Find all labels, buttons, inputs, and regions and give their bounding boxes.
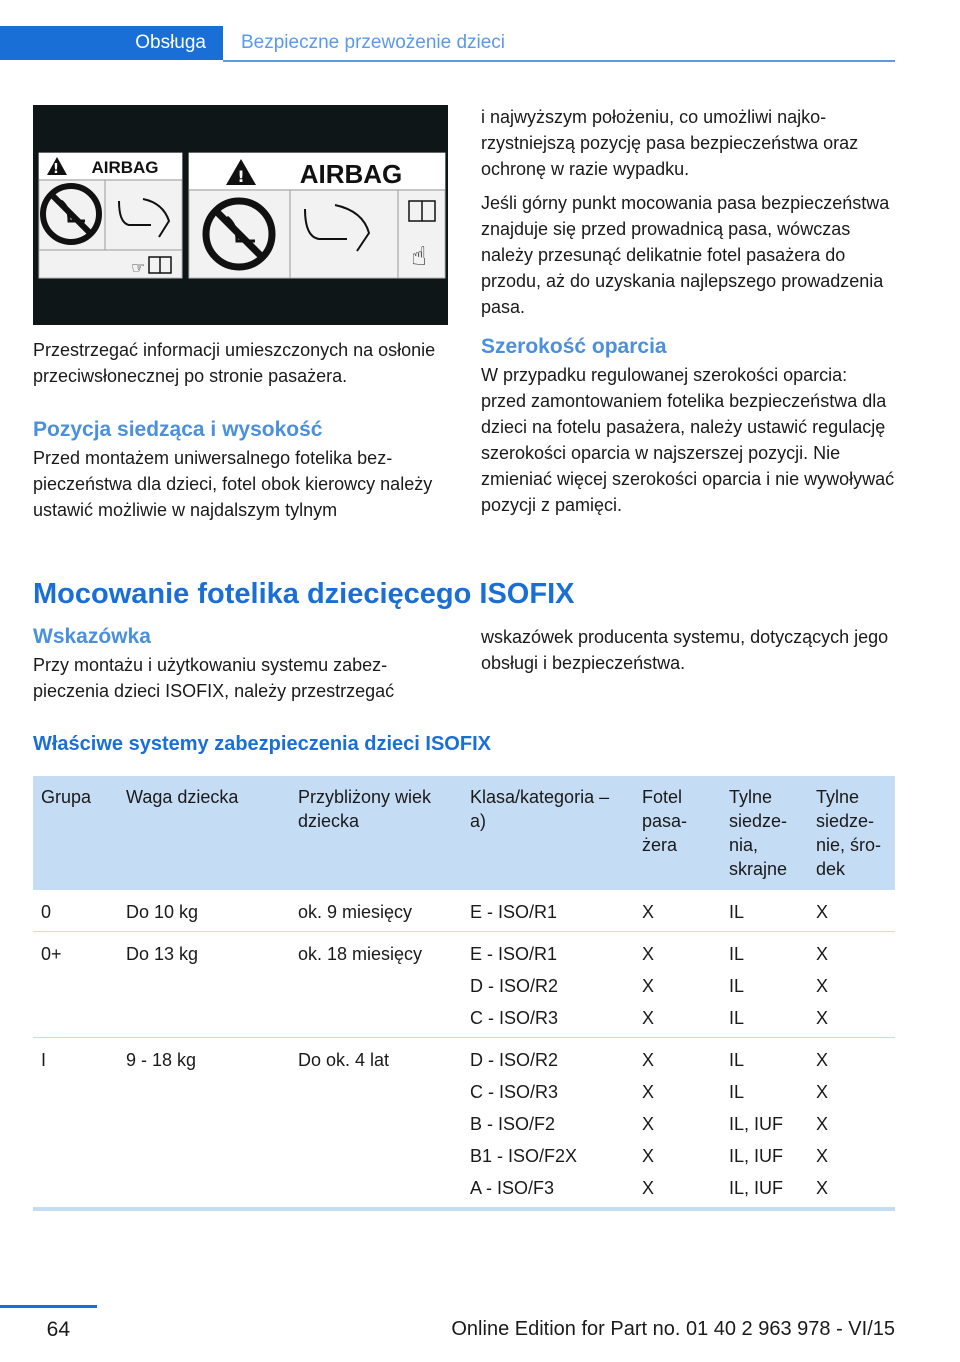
cell-class bbox=[462, 932, 634, 1038]
backrest-width-heading: Szerokość oparcia bbox=[481, 335, 667, 358]
cell-value: IL bbox=[729, 1008, 745, 1028]
pointing-hand-icon: ☝ bbox=[411, 242, 427, 272]
svg-text:!: ! bbox=[237, 167, 245, 186]
table-body bbox=[33, 890, 895, 1209]
cell-value: X bbox=[642, 944, 655, 964]
cell-value: X bbox=[816, 976, 829, 996]
cell-value: X bbox=[816, 1178, 829, 1198]
backrest-width-text: W przypadku regulowanej szerokości oparcia: przed zamontowaniem fotelika bezpieczeństwa dla dzieci na fotelu pasażera, należy ustawić regulację szerokości oparcia w najszerszej pozycji. Nie zmieniać więcej szerokości oparcia i nie wywoływać pozycji z pamięci. bbox=[481, 365, 895, 515]
page-number: 64 bbox=[46, 1318, 70, 1341]
cell-value: X bbox=[816, 1050, 829, 1070]
svg-text:!: ! bbox=[53, 162, 59, 177]
cell-value: B1 - ISO/F2X bbox=[470, 1146, 578, 1166]
cell-rear-outer bbox=[721, 932, 808, 1038]
col-header-weight: Waga dziecka bbox=[118, 776, 290, 890]
cell-value: X bbox=[816, 1146, 829, 1166]
cell-value: D - ISO/R2 bbox=[470, 1050, 559, 1070]
section-tab bbox=[0, 26, 223, 60]
col-header-group: Grupa bbox=[33, 776, 118, 890]
cell-weight: 9 - 18 kg bbox=[118, 1038, 290, 1210]
cell-value: C - ISO/R3 bbox=[470, 1082, 559, 1102]
airbag-labels-illustration bbox=[33, 105, 448, 325]
edition-info: Online Edition for Part no. 01 40 2 963 978 - VI/15 bbox=[451, 1318, 895, 1340]
col-header-age: Przybliżony wiek dziecka bbox=[290, 776, 462, 890]
cell-age: Do ok. 4 lat bbox=[290, 1038, 462, 1210]
col-header-rear-outer: Tylne siedzenia, skrajne bbox=[721, 776, 808, 890]
cell-value: X bbox=[642, 1146, 655, 1166]
belt-anchor-text: Jeśli górny punkt mocowania pasa bezpieczeństwa znajduje się przed prowadnicą pasa, wówczas należy przesunąć delikatnie fotel pasażera do przodu, aż do uzyskania najlepszego prowadzenia pasa. bbox=[481, 193, 890, 317]
cell-value: X bbox=[642, 976, 655, 996]
cell-value: X bbox=[816, 1082, 829, 1102]
note-heading: Wskazówka bbox=[33, 625, 151, 648]
note-text-right: wskazówek producenta systemu, dotyczących jego obsługi i bezpieczeństwa. bbox=[481, 627, 889, 673]
col-header-rear-center: Tylne siedzenie, środek bbox=[808, 776, 895, 890]
pointing-hand-icon: ☞ bbox=[131, 258, 146, 277]
table-row bbox=[33, 1038, 895, 1210]
cell-value: IL bbox=[729, 944, 745, 964]
isofix-note-right bbox=[481, 624, 896, 684]
chapter-title: Bezpieczne przewożenie dzieci bbox=[241, 32, 506, 53]
cell-rear-center bbox=[808, 1038, 895, 1210]
cell-age: ok. 18 miesięcy bbox=[290, 932, 462, 1038]
note-text-left: Przy montażu i użytkowaniu systemu zabezpieczenia dzieci ISOFIX, należy przestrzegać bbox=[33, 655, 395, 701]
seat-position-text: Przed montażem uniwersalnego fotelika bezpieczeństwa dla dzieci, fotel obok kierowcy należy ustawić możliwie w najdalszym tylnym bbox=[33, 448, 433, 520]
cell-value: X bbox=[816, 944, 829, 964]
cell-value: E - ISO/R1 bbox=[470, 944, 558, 964]
cell-class bbox=[462, 890, 634, 932]
seat-position-heading: Pozycja siedząca i wysokość bbox=[33, 418, 323, 441]
right-column bbox=[481, 104, 896, 526]
col-header-class: Klasa/kategoria – a) bbox=[462, 776, 634, 890]
footer-rule bbox=[0, 1305, 97, 1308]
airbag-label-right: AIRBAG bbox=[299, 159, 403, 189]
left-column bbox=[33, 337, 448, 531]
cell-value: C - ISO/R3 bbox=[470, 1008, 559, 1028]
cell-value: A - ISO/F3 bbox=[470, 1178, 555, 1198]
cell-value: X bbox=[816, 902, 829, 922]
col-header-passenger: Fotel pasażera bbox=[634, 776, 721, 890]
table-row bbox=[33, 890, 895, 932]
table-header-row bbox=[33, 776, 895, 890]
airbag-label-left: AIRBAG bbox=[91, 158, 159, 177]
cell-value: IL, IUF bbox=[729, 1178, 784, 1198]
cell-rear-center bbox=[808, 890, 895, 932]
cell-group: 0 bbox=[33, 890, 118, 932]
page-header bbox=[0, 26, 895, 62]
cell-value: X bbox=[642, 1178, 655, 1198]
cell-passenger bbox=[634, 1038, 721, 1210]
isofix-table bbox=[33, 776, 895, 1211]
cell-value: X bbox=[642, 1114, 655, 1134]
cell-age: ok. 9 miesięcy bbox=[290, 890, 462, 932]
cell-value: IL, IUF bbox=[729, 1146, 784, 1166]
cell-weight: Do 10 kg bbox=[118, 890, 290, 932]
cell-value: X bbox=[642, 1008, 655, 1028]
cell-group: 0+ bbox=[33, 932, 118, 1038]
cell-value: X bbox=[642, 1050, 655, 1070]
isofix-heading: Mocowanie fotelika dziecięcego ISOFIX bbox=[33, 578, 575, 610]
cell-value: E - ISO/R1 bbox=[470, 902, 558, 922]
figure-caption: Przestrzegać informacji umieszczonych na osłonie przeciwsłonecznej po stronie pasażera. bbox=[33, 340, 436, 386]
cell-value: X bbox=[642, 902, 655, 922]
table-row bbox=[33, 932, 895, 1038]
section-tab-label: Obsługa bbox=[135, 32, 206, 53]
cell-value: IL bbox=[729, 1050, 745, 1070]
cell-rear-outer bbox=[721, 1038, 808, 1210]
isofix-note-left bbox=[33, 624, 448, 712]
cell-value: IL bbox=[729, 976, 745, 996]
isofix-table-heading: Właściwe systemy zabezpieczenia dzieci ISOFIX bbox=[33, 733, 491, 755]
cell-value: B - ISO/F2 bbox=[470, 1114, 556, 1134]
cell-value: X bbox=[816, 1008, 829, 1028]
cell-value: IL bbox=[729, 902, 745, 922]
cell-passenger bbox=[634, 890, 721, 932]
cell-passenger bbox=[634, 932, 721, 1038]
cell-value: IL, IUF bbox=[729, 1114, 784, 1134]
cell-rear-outer bbox=[721, 890, 808, 932]
airbag-warning-figure bbox=[33, 105, 448, 325]
cell-weight: Do 13 kg bbox=[118, 932, 290, 1038]
belt-position-text: i najwyższym położeniu, co umożliwi najkorzystniejszą pozycję pasa bezpieczeństwa oraz ochronę w razie wypadku. bbox=[481, 107, 859, 179]
cell-value: D - ISO/R2 bbox=[470, 976, 559, 996]
cell-value: X bbox=[642, 1082, 655, 1102]
cell-group: I bbox=[33, 1038, 118, 1210]
cell-value: X bbox=[816, 1114, 829, 1134]
cell-value: IL bbox=[729, 1082, 745, 1102]
cell-class bbox=[462, 1038, 634, 1210]
cell-rear-center bbox=[808, 932, 895, 1038]
header-rule bbox=[223, 60, 895, 62]
